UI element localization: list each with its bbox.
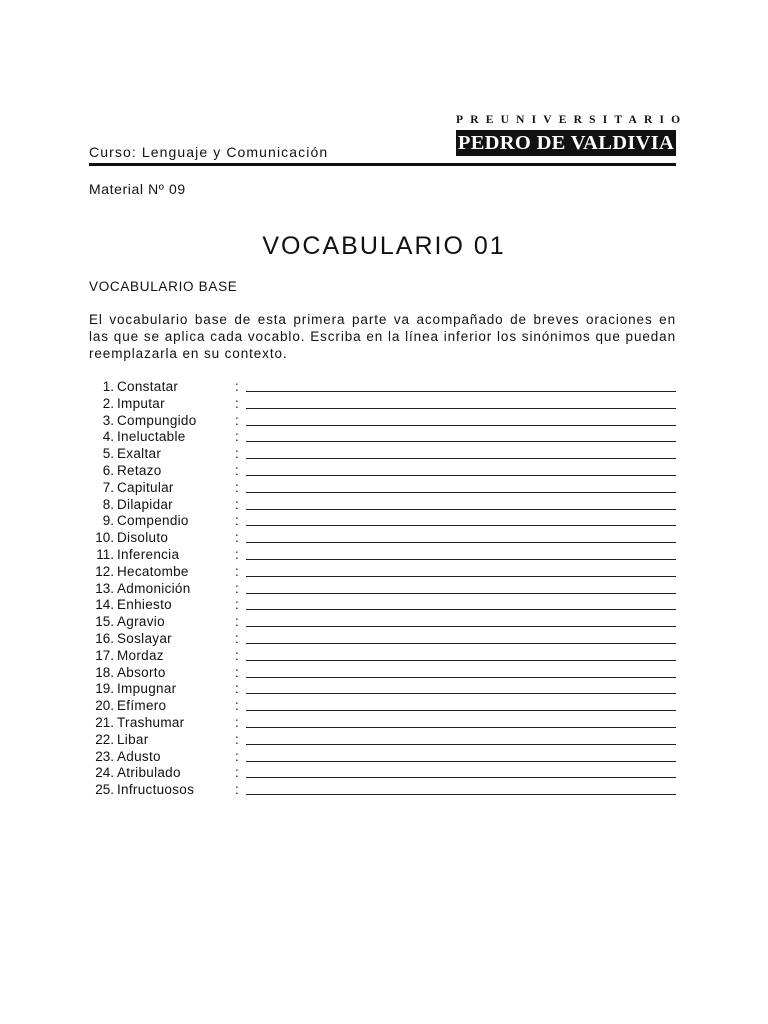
vocab-separator: : — [235, 379, 239, 394]
vocab-separator: : — [235, 731, 239, 747]
vocab-item — [89, 413, 679, 430]
vocab-word: Admonición — [117, 580, 191, 596]
vocab-word: Impugnar — [117, 681, 177, 697]
vocab-separator: : — [235, 496, 239, 512]
vocab-separator: : — [235, 429, 239, 445]
answer-line[interactable] — [246, 693, 676, 694]
vocab-item — [89, 665, 679, 682]
vocab-word: Soslayar — [117, 630, 172, 646]
vocab-number: 4. — [102, 429, 114, 445]
vocab-word: Constatar — [117, 379, 179, 394]
answer-line[interactable] — [246, 475, 676, 476]
answer-line[interactable] — [246, 761, 676, 762]
vocab-word: Compendio — [117, 513, 189, 529]
answer-line[interactable] — [246, 660, 676, 661]
vocab-separator: : — [235, 782, 239, 798]
vocab-word: Ineluctable — [117, 429, 186, 445]
vocab-number: 17. — [95, 647, 114, 663]
vocab-number: 21. — [95, 714, 114, 730]
vocab-separator: : — [235, 479, 239, 495]
vocab-item — [89, 547, 679, 564]
vocab-number: 11. — [96, 546, 114, 562]
vocab-item — [89, 614, 679, 631]
vocab-number: 22. — [95, 731, 114, 747]
vocab-word: Capitular — [117, 479, 174, 495]
vocab-item — [89, 564, 679, 581]
vocab-number: 14. — [95, 597, 114, 613]
vocab-number: 6. — [102, 462, 114, 478]
vocab-number: 25. — [95, 782, 114, 798]
vocab-separator: : — [235, 530, 239, 546]
vocab-item — [89, 379, 679, 396]
vocab-word: Atribulado — [117, 765, 181, 781]
vocab-word: Enhiesto — [117, 597, 172, 613]
answer-line[interactable] — [246, 441, 676, 442]
answer-line[interactable] — [246, 744, 676, 745]
vocab-number: 24. — [95, 765, 114, 781]
answer-line[interactable] — [246, 525, 676, 526]
vocab-number: 19. — [95, 681, 114, 697]
vocab-item — [89, 497, 679, 514]
answer-line[interactable] — [246, 794, 676, 795]
answer-line[interactable] — [246, 391, 676, 392]
vocab-separator: : — [235, 681, 239, 697]
vocab-word: Mordaz — [117, 647, 164, 663]
vocab-word: Dilapidar — [117, 496, 173, 512]
answer-line[interactable] — [246, 542, 676, 543]
header-divider — [89, 163, 676, 166]
logo-name: PEDRO DE VALDIVIA — [457, 132, 675, 154]
vocab-item — [89, 631, 679, 648]
vocab-word: Efímero — [117, 698, 167, 714]
vocab-separator: : — [235, 664, 239, 680]
vocab-number: 23. — [95, 748, 114, 764]
vocab-word: Disoluto — [117, 530, 169, 546]
answer-line[interactable] — [246, 609, 676, 610]
vocab-number: 3. — [102, 412, 114, 428]
vocab-word: Adusto — [117, 748, 161, 764]
answer-line[interactable] — [246, 777, 676, 778]
vocab-separator: : — [235, 698, 239, 714]
vocab-word: Inferencia — [117, 546, 180, 562]
vocab-item — [89, 681, 679, 698]
vocab-item — [89, 429, 679, 446]
vocab-separator: : — [235, 714, 239, 730]
vocab-item — [89, 463, 679, 480]
vocab-separator: : — [235, 546, 239, 562]
vocab-word: Exaltar — [117, 446, 162, 462]
vocab-word: Trashumar — [117, 714, 185, 730]
vocab-number: 12. — [95, 563, 114, 579]
vocab-item — [89, 749, 679, 766]
answer-line[interactable] — [246, 710, 676, 711]
vocab-word: Imputar — [117, 395, 165, 411]
vocabulary-list — [89, 379, 679, 799]
page-title: VOCABULARIO 01 — [262, 232, 506, 260]
vocab-number: 15. — [95, 614, 114, 630]
vocab-separator: : — [235, 597, 239, 613]
answer-line[interactable] — [246, 408, 676, 409]
vocab-number: 2. — [102, 395, 114, 411]
answer-line[interactable] — [246, 425, 676, 426]
vocab-number: 8. — [102, 496, 114, 512]
vocab-item — [89, 782, 679, 799]
vocab-item — [89, 715, 679, 732]
vocab-separator: : — [235, 614, 239, 630]
vocab-item — [89, 732, 679, 749]
answer-line[interactable] — [246, 626, 676, 627]
answer-line[interactable] — [246, 576, 676, 577]
answer-line[interactable] — [246, 559, 676, 560]
vocab-number: 13. — [95, 580, 114, 596]
material-number: Material Nº 09 — [89, 181, 186, 197]
vocab-number: 5. — [102, 446, 114, 462]
vocab-separator: : — [235, 462, 239, 478]
vocab-item — [89, 396, 679, 413]
answer-line[interactable] — [246, 509, 676, 510]
answer-line[interactable] — [246, 458, 676, 459]
answer-line[interactable] — [246, 643, 676, 644]
answer-line[interactable] — [246, 677, 676, 678]
vocab-number: 18. — [95, 664, 114, 680]
vocab-word: Hecatombe — [117, 563, 189, 579]
vocab-separator: : — [235, 765, 239, 781]
vocab-item — [89, 581, 679, 598]
vocab-number: 1. — [102, 379, 114, 394]
vocab-item — [89, 530, 679, 547]
vocab-separator: : — [235, 580, 239, 596]
vocab-number: 7. — [102, 479, 114, 495]
answer-line[interactable] — [246, 727, 676, 728]
vocab-word: Absorto — [117, 664, 166, 680]
vocab-separator: : — [235, 395, 239, 411]
vocab-item — [89, 513, 679, 530]
vocab-item — [89, 446, 679, 463]
vocab-item — [89, 597, 679, 614]
vocab-word: Compungido — [117, 412, 197, 428]
vocab-item — [89, 480, 679, 497]
vocab-number: 10. — [95, 530, 114, 546]
vocab-word: Agravio — [117, 614, 165, 630]
vocab-number: 9. — [102, 513, 114, 529]
course-label: Curso: Lenguaje y Comunicación — [89, 144, 329, 160]
vocab-number: 16. — [95, 630, 114, 646]
vocab-word: Libar — [117, 731, 149, 747]
vocab-item — [89, 765, 679, 782]
instructions-paragraph: El vocabulario base de esta primera parte va acompañado de breves oraciones en las que se aplica cada vocablo. Escriba en la línea inferior los sinónimos que puedan reemplazarla en su contexto. — [89, 312, 676, 361]
vocab-separator: : — [235, 563, 239, 579]
vocab-number: 20. — [95, 698, 114, 714]
vocab-separator: : — [235, 748, 239, 764]
vocab-separator: : — [235, 630, 239, 646]
answer-line[interactable] — [246, 593, 676, 594]
section-heading: VOCABULARIO BASE — [89, 279, 238, 294]
vocab-item — [89, 698, 679, 715]
vocab-separator: : — [235, 647, 239, 663]
vocab-word: Infructuosos — [117, 782, 195, 798]
vocab-item — [89, 648, 679, 665]
vocab-separator: : — [235, 513, 239, 529]
vocab-word: Retazo — [117, 462, 162, 478]
institution-logo — [456, 114, 688, 156]
answer-line[interactable] — [246, 492, 676, 493]
logo-tagline: PREUNIVERSITARIO — [456, 114, 688, 126]
vocab-separator: : — [235, 412, 239, 428]
vocab-separator: : — [235, 446, 239, 462]
